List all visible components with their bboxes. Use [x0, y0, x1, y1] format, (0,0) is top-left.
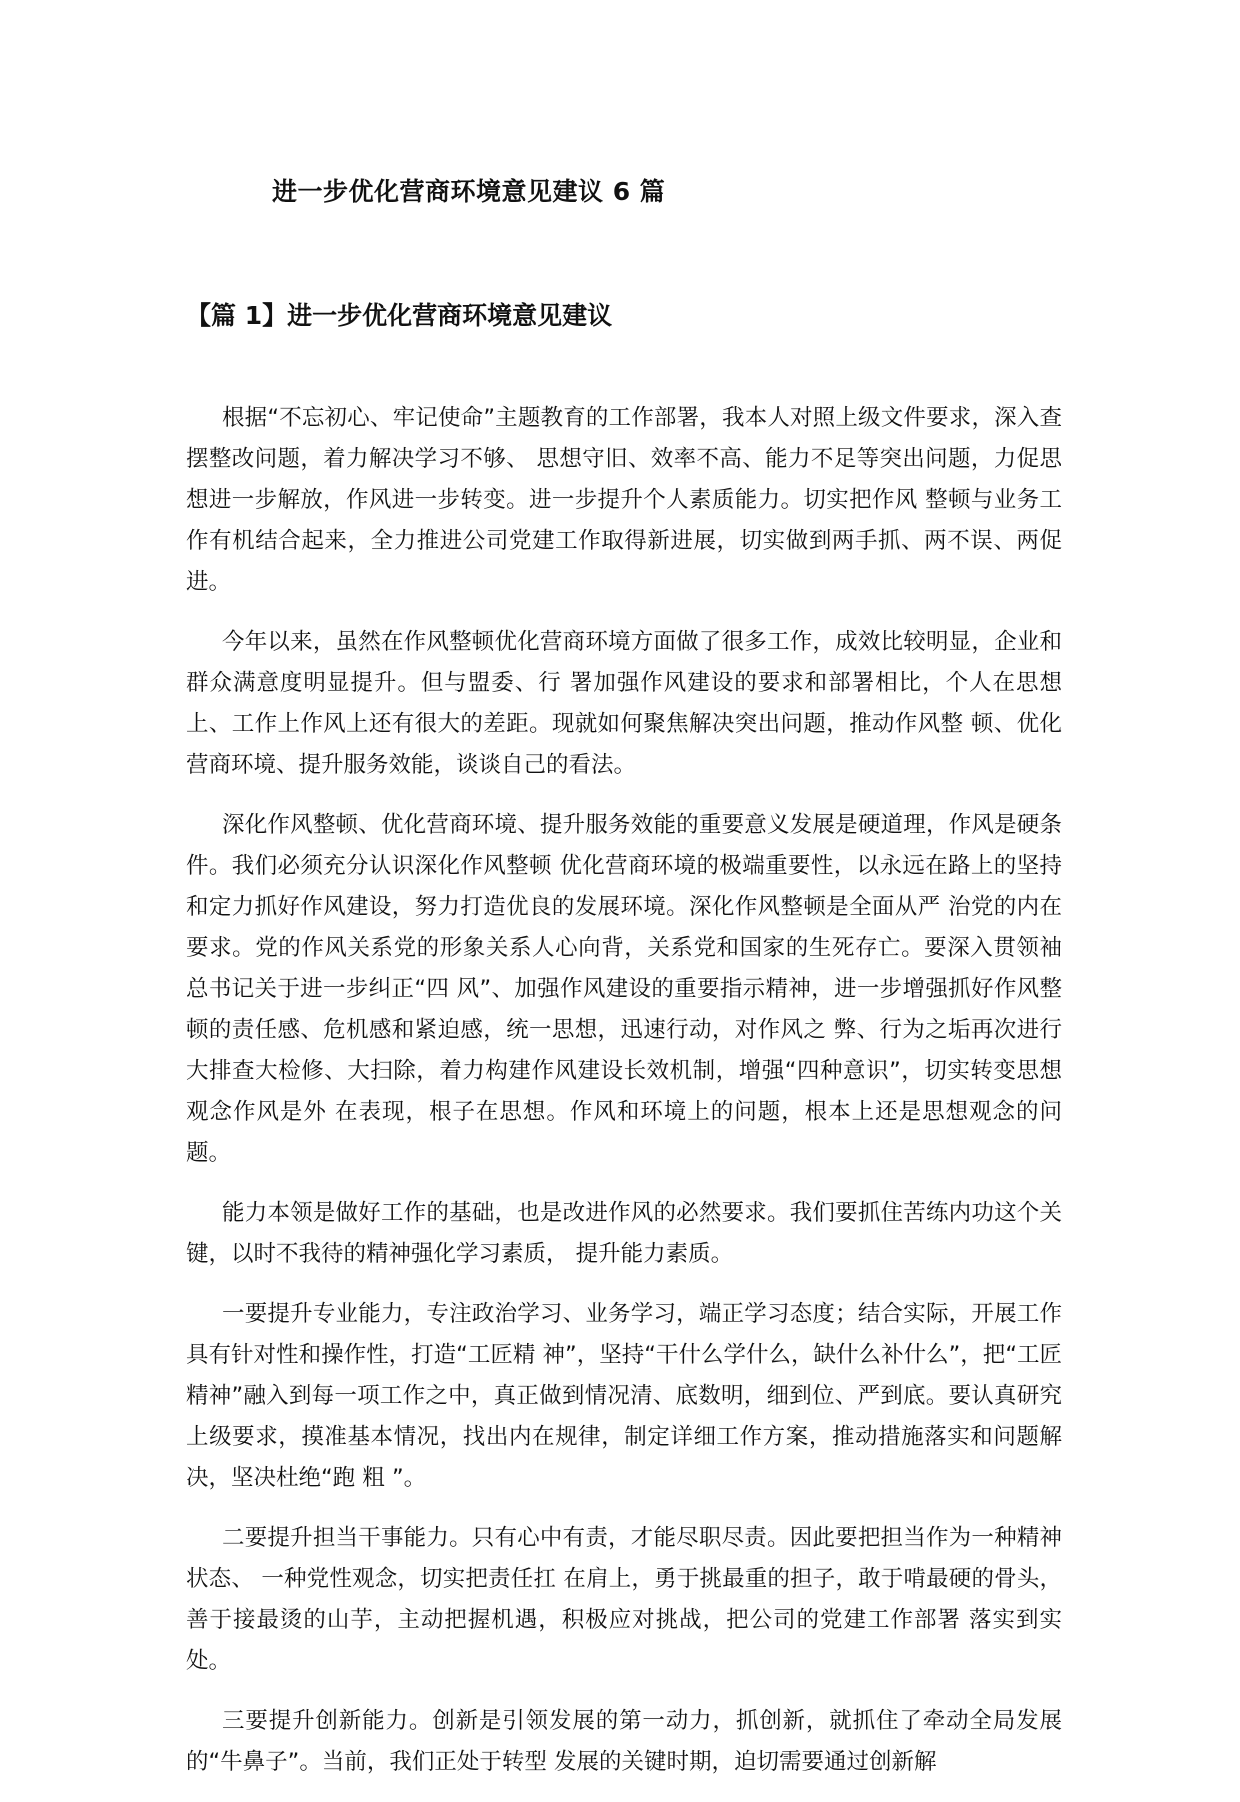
paragraph-2: 今年以来，虽然在作风整顿优化营商环境方面做了很多工作，成效比较明显，企业和群众满意度明显提升。但与盟委、行 署加强作风建设的要求和部署相比，个人在思想上、工作上作风上还有很大的差距。现就如何聚焦解决突出问题，推动作风整 顿、优化营商环境、提升服务效能，谈谈自己的看法。: [186, 629, 1062, 778]
paragraph-5: 一要提升专业能力，专注政治学习、业务学习，端正学习态度；结合实际，开展工作具有针对性和操作性，打造“工匠精 神”，坚持“干什么学什么，缺什么补什么”，把“工匠精神”融入到每一项工作之中，真正做到情况清、底数明，细到位、严到底。要认真研究上级要求，摸准基本情况，找出内在规律，制定详细工作方案，推动措施落实和问题解决，坚决杜绝“跑 粗 ”。: [186, 1301, 1062, 1491]
section-heading: 【篇 1】进一步优化营商环境意见建议: [186, 301, 613, 330]
document-title: 进一步优化营商环境意见建议 6 篇: [272, 177, 666, 206]
paragraph-1: 根据“不忘初心、牢记使命”主题教育的工作部署，我本人对照上级文件要求，深入查摆整改问题，着力解决学习不够、 思想守旧、效率不高、能力不足等突出问题，力促思想进一步解放，作风进一步转变。进一步提升个人素质能力。切实把作风 整顿与业务工作有机结合起来，全力推进公司党建工作取得新进展，切实做到两手抓、两不误、两促进。: [186, 405, 1062, 595]
paragraph-7: 三要提升创新能力。创新是引领发展的第一动力，抓创新，就抓住了牵动全局发展的“牛鼻子”。当前，我们正处于转型 发展的关键时期，迫切需要通过创新解: [186, 1708, 1062, 1775]
paragraph-6: 二要提升担当干事能力。只有心中有责，才能尽职尽责。因此要把担当作为一种精神状态、 一种党性观念，切实把责任扛 在肩上，勇于挑最重的担子，敢于啃最硬的骨头，善于接最烫的山芋，主动把握机遇，积极应对挑战，把公司的党建工作部署 落实到实处。: [186, 1525, 1062, 1674]
paragraph-3: 深化作风整顿、优化营商环境、提升服务效能的重要意义发展是硬道理，作风是硬条件。我们必须充分认识深化作风整顿 优化营商环境的极端重要性，以永远在路上的坚持和定力抓好作风建设，努力打造优良的发展环境。深化作风整顿是全面从严 治党的内在要求。党的作风关系党的形象关系人心向背，关系党和国家的生死存亡。要深入贯领袖总书记关于进一步纠正“四 风”、加强作风建设的重要指示精神，进一步增强抓好作风整顿的责任感、危机感和紧迫感，统一思想，迅速行动，对作风之 弊、行为之垢再次进行大排查大检修、大扫除，着力构建作风建设长效机制，增强“四种意识”，切实转变思想观念作风是外 在表现，根子在思想。作风和环境上的问题，根本上还是思想观念的问题。: [186, 812, 1062, 1166]
document-body: [186, 398, 1062, 1802]
paragraph-4: 能力本领是做好工作的基础，也是改进作风的必然要求。我们要抓住苦练内功这个关键，以时不我待的精神强化学习素质， 提升能力素质。: [186, 1200, 1062, 1267]
